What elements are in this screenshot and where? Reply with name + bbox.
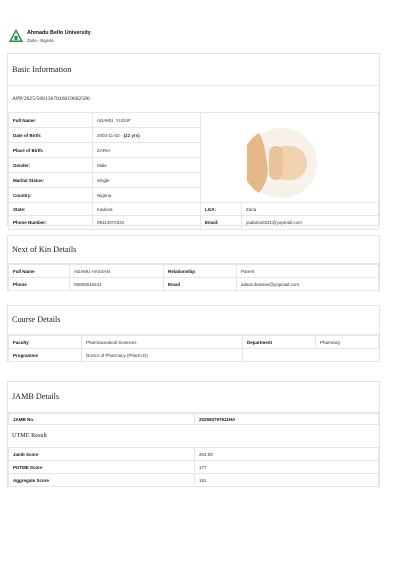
aggregate-score-value: 191 [195,474,379,487]
email-label: Email: [201,216,242,230]
phone-label: Phone Number: [9,216,93,230]
applicant-photo [247,128,317,198]
nok-email-label: Email [164,278,237,291]
state-value: Kaduna [93,203,201,216]
department-value: Pharmacy [316,336,379,349]
faculty-label: Faculty [9,336,82,349]
nok-phone-label: Phone [9,278,70,291]
full-name-value: ADAMU, YUSUF [93,113,201,128]
country-label: Country: [9,188,93,203]
jamb-number-table [8,413,379,425]
lga-label: LGA: [201,203,242,216]
country-value: Nigeria [93,188,201,203]
dob-value: 2003-11-02 - (22 yrs) [93,128,201,143]
table-row [9,265,379,278]
table-row [9,349,379,362]
university-logo [8,28,24,44]
phone-value: 09114070331 [93,216,201,230]
jamb-no-label: JAMB No. [9,414,195,425]
aggregate-score-label: Aggregate Score [9,474,195,487]
gender-label: Gender: [9,158,93,173]
table-row [9,414,379,425]
gender-value: Male [93,158,201,173]
table-row [9,461,379,474]
full-name-label: Full Name: [9,113,93,128]
application-number: APP/2025/5681367046019682580 [12,96,90,102]
programme-value: Doctor of Pharmacy (Pharm D) [82,349,243,362]
table-row [9,474,379,487]
programme-label: Programme [9,349,82,362]
relationship-value: Parent [237,265,379,278]
email-value: yadamu0331@yopmail.com [242,216,379,230]
lga-value: Zaria [242,203,379,216]
table-row [9,203,379,216]
photo-cell [201,113,379,203]
putme-score-label: PUTME Score [9,461,195,474]
jamb-details-card [7,381,380,487]
marital-status-label: Marital Status: [9,173,93,188]
state-label: State: [9,203,93,216]
nok-phone-value: 09050816241 [70,278,164,291]
jamb-score-value: 204.00 [195,448,379,461]
basic-information-table [8,112,379,230]
table-row [9,113,379,128]
place-of-birth-value: ZARIA [93,143,201,158]
basic-information-card [7,53,380,226]
page-header [8,28,208,50]
next-of-kin-table [8,264,379,291]
table-row [9,216,379,230]
nok-full-name-label: Full Name [9,265,70,278]
university-location: Zaria - Nigeria [27,38,54,43]
jamb-no-value: 202550797611HA [195,414,379,425]
utme-result-title: UTME Result [12,432,47,439]
putme-score-value: 177 [195,461,379,474]
nok-full-name-value: ADAMU HASSAN [70,265,164,278]
table-row [9,336,379,349]
department-label: Department [243,336,316,349]
university-name: Ahmadu Bello University [27,30,91,36]
jamb-score-label: Jamb Score [9,448,195,461]
faculty-value: Pharmaceutical Sciences [82,336,243,349]
age-value: (22 yrs) [123,132,140,138]
course-details-title: Course Details [12,315,61,324]
course-details-table [8,335,379,362]
nok-email-value: adamuhassan@yopmail.com [237,278,379,291]
dob-label: Date of Birth: [9,128,93,143]
table-row [9,448,379,461]
table-row [9,278,379,291]
next-of-kin-title: Next of Kin Details [12,245,77,254]
basic-information-title: Basic Information [12,65,72,74]
relationship-label: Relationship [164,265,237,278]
next-of-kin-card [7,235,380,291]
marital-status-value: Single [93,173,201,188]
jamb-details-title: JAMB Details [12,392,60,401]
course-details-card [7,305,380,362]
place-of-birth-label: Place of Birth: [9,143,93,158]
utme-scores-table [8,447,379,487]
